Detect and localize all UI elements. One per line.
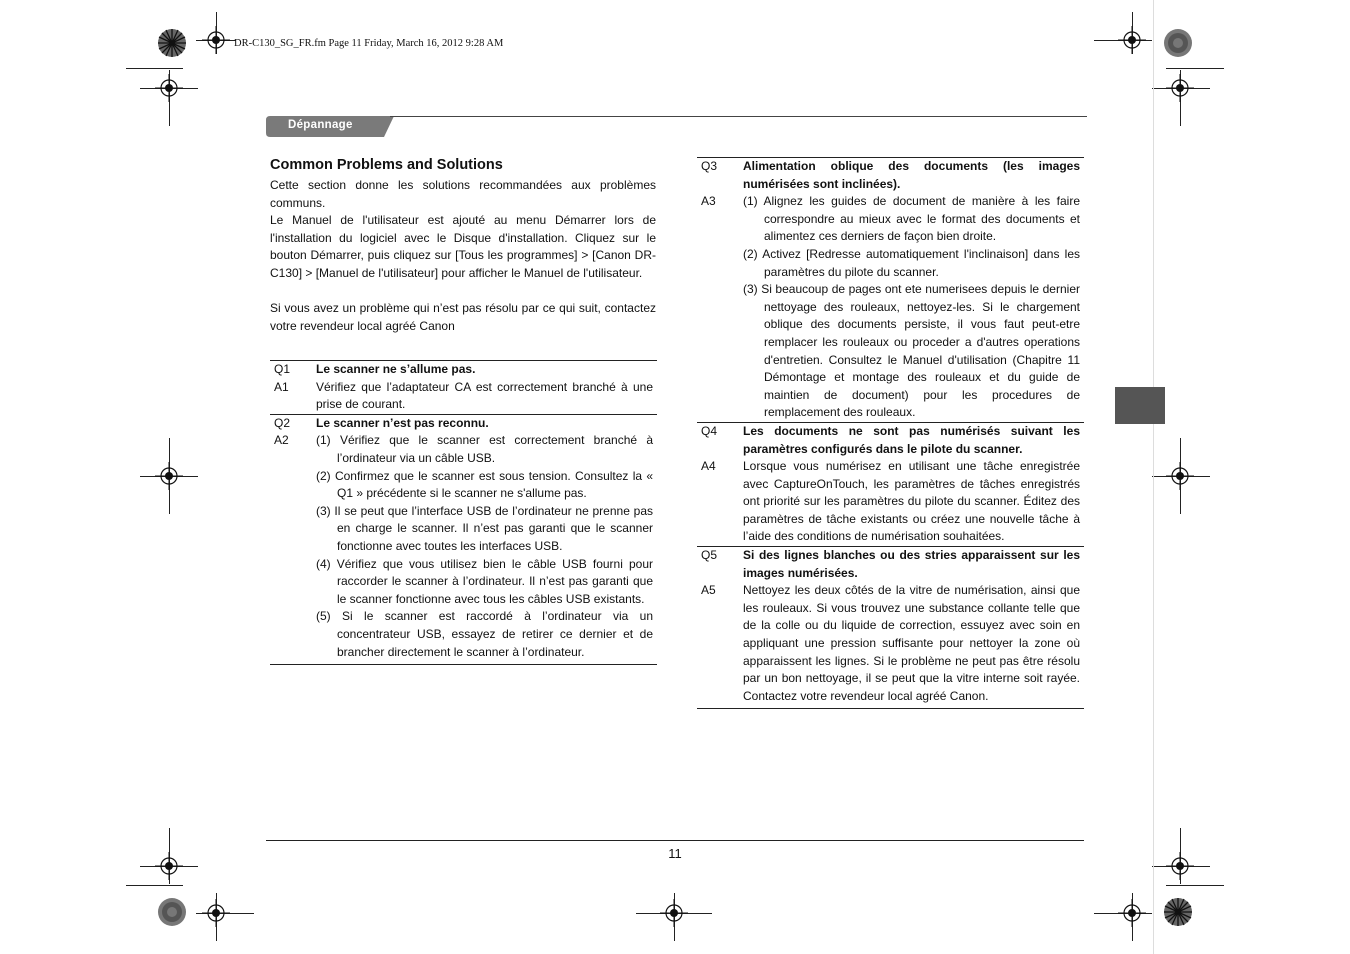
registration-mark-icon — [202, 899, 230, 927]
answer-text: Nettoyez les deux côtés de la vitre de numérisation, ainsi que les rouleaux. Si vous trouvez une substance collante telle que de la colle ou du liquide de correction, essuyez avec soin en appliquant une pression suffisante pour nettoyer la zone où apparaissent les lignes. Si le problème ne peut pas être résolu par un bon nettoyage, il se peut que la vitre interne soit rayée. Contactez votre revendeur local agréé Canon. — [743, 583, 1080, 703]
question-text: Alimentation oblique des documents (les images numérisées sont inclinées). — [743, 159, 1080, 191]
registration-mark-icon — [1118, 26, 1146, 54]
question-code: Q5 — [701, 548, 718, 563]
answer-code: A5 — [701, 583, 716, 598]
question-row — [697, 157, 1084, 193]
registration-mark-icon — [202, 26, 230, 54]
question-row — [697, 546, 1084, 582]
registration-mark-icon — [1166, 74, 1194, 102]
header-rule — [390, 116, 1087, 117]
qa-table-left — [270, 360, 657, 665]
list-item: (5) Si le scanner est raccordé à l’ordinateur via un concentrateur USB, essayez de retirer ce dernier et de brancher directement le scanner à l’ordinateur. — [316, 609, 653, 659]
chapter-thumb-tab — [1115, 387, 1165, 424]
registration-mark-icon — [155, 74, 183, 102]
answer-code: A1 — [274, 379, 289, 394]
question-row — [270, 360, 657, 379]
answer-row — [697, 458, 1084, 546]
list-item: (1) Alignez les guides de document de manière à les faire correspondre au mieux avec le format des documents et alimentez ces derniers de façon bien droite. — [743, 194, 1080, 244]
answer-row — [697, 193, 1084, 422]
question-row — [697, 422, 1084, 458]
registration-mark-icon — [1166, 462, 1194, 490]
intro-paragraph: Cette section donne les solutions recommandées aux problèmes communs. — [270, 178, 656, 210]
list-item: (2) Confirmez que le scanner est sous tension. Consultez la « Q1 » précédente si le scanner ne s'allume pas. — [316, 468, 653, 501]
answer-row — [270, 379, 657, 414]
list-item: (3) Si beaucoup de pages ont ete numerisees depuis le dernier nettoyage des rouleaux, nettoyez-les. Si le chargement oblique des documents persiste, il vous faut peut-etre remplacer les rouleaux ou proceder a d'autres operations d'entretien. Consultez le Manuel d'utilisation (Chapitre 11 Démontage et montage des rouleaux et du guide de maintien de document) pour les procedures de remplacement des rouleaux. — [743, 282, 1080, 420]
answer-row — [697, 582, 1084, 708]
question-text: Si des lignes blanches ou des stries apparaissent sur les images numérisées. — [743, 548, 1080, 580]
question-code: Q1 — [274, 362, 291, 376]
manual-paragraph: Le Manuel de l'utilisateur est ajouté au menu Démarrer lors de l'installation du logiciel avec le Disque d'installation. Cliquez sur le bouton Démarrer, puis cliquez sur [Tous les programmes] > [Canon DR-C130] > [Manuel de l'utilisateur] pour afficher le Manuel de l'utilisateur. — [270, 213, 656, 280]
registration-mark-icon — [660, 899, 688, 927]
question-row — [270, 414, 657, 433]
footer-rule — [266, 840, 1084, 841]
qa-table-right — [697, 157, 1084, 709]
star-target-icon — [1163, 28, 1193, 58]
contact-paragraph: Si vous avez un problème qui n’est pas résolu par ce qui suit, contactez votre revendeur local agréé Canon — [270, 301, 656, 333]
question-code: Q2 — [274, 415, 291, 430]
list-item: (3) Il se peut que l’interface USB de l’ordinateur ne prenne pas en charge le scanner. Il n’est pas garanti que le scanner fonctionne avec toutes les interfaces USB. — [316, 503, 653, 553]
answer-list — [743, 193, 1084, 422]
answer-list — [316, 432, 657, 661]
registration-mark-icon — [1166, 852, 1194, 880]
answer-code: A3 — [701, 194, 716, 209]
file-info: DR-C130_SG_FR.fm Page 11 Friday, March 16, 2012 9:28 AM — [234, 38, 504, 49]
answer-code: A2 — [274, 433, 289, 448]
section-tab-label: Dépannage — [288, 119, 353, 131]
section-title: Common Problems and Solutions — [270, 157, 503, 173]
answer-text: Lorsque vous numérisez en utilisant une tâche enregistrée avec CaptureOnTouch, les paramètres de tâches enregistrés ont priorité sur les paramètres du pilote du scanner. Éditez des paramètres de tâche existants ou créez une nouvelle tâche à l’aide des conditions de numérisation souhaitées. — [743, 459, 1080, 544]
list-item: (1) Vérifiez que le scanner est correctement branché à l’ordinateur via un câble USB. — [316, 433, 653, 465]
list-item: (2) Activez [Redresse automatiquement l'inclinaison] dans les paramètres du pilote du scanner. — [743, 246, 1080, 279]
registration-mark-icon — [155, 462, 183, 490]
question-text: Le scanner ne s’allume pas. — [316, 362, 476, 376]
question-code: Q3 — [701, 159, 718, 173]
question-text: Les documents ne sont pas numérisés suivant les paramètres configurés dans le pilote du scanner. — [743, 423, 1080, 456]
registration-mark-icon — [1118, 899, 1146, 927]
answer-text: Vérifiez que l’adaptateur CA est correctement branché à une prise de courant. — [316, 379, 653, 412]
star-target-icon — [157, 28, 187, 58]
question-text: Le scanner n’est pas reconnu. — [316, 415, 489, 430]
question-code: Q4 — [701, 423, 718, 438]
star-target-icon — [1163, 897, 1193, 927]
list-item: (4) Vérifiez que vous utilisez bien le câble USB fourni pour raccorder le scanner à l’ordinateur. Il n’est pas garanti que le scanner fonctionne avec tous les câbles USB existants. — [316, 556, 653, 606]
answer-row — [270, 432, 657, 664]
star-target-icon — [157, 897, 187, 927]
answer-code: A4 — [701, 459, 716, 474]
registration-mark-icon — [155, 852, 183, 880]
page-number: 11 — [668, 846, 682, 861]
